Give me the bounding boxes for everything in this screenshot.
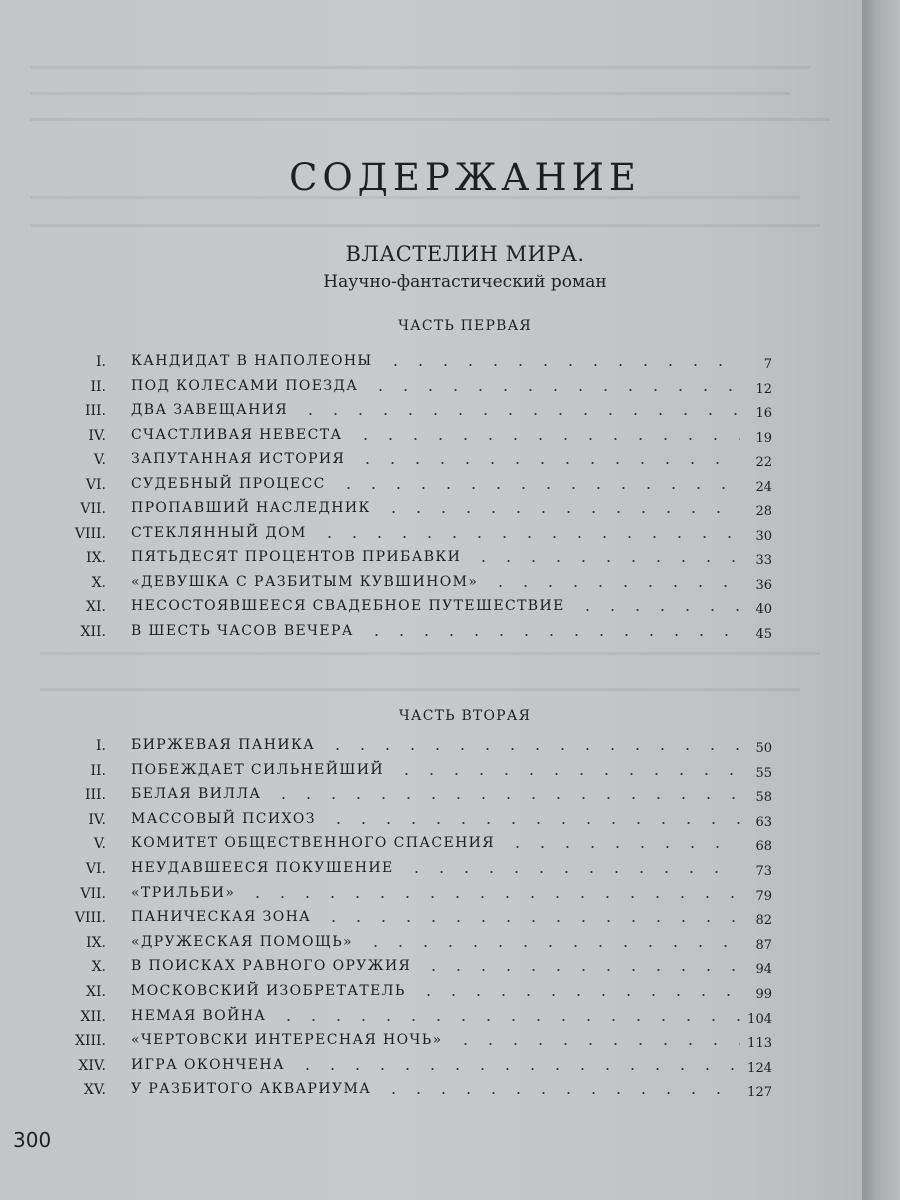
chapter-title: ПОД КОЛЕСАМИ ПОЕЗДА [131,377,359,394]
chapter-number: IX. [86,550,106,566]
chapter-number: VII. [80,885,106,902]
chapter-title: СЧАСТЛИВАЯ НЕВЕСТА [131,426,343,443]
dot-leader [353,438,740,440]
chapter-number: XII. [80,623,106,640]
toc-entry [0,426,862,448]
dot-leader [505,846,740,848]
chapter-number: XIII. [74,1033,106,1050]
dot-leader [321,920,740,922]
dot-leader [245,896,740,898]
chapter-number: X. [91,959,106,976]
toc-entry [0,1080,862,1102]
toc-entry [0,1007,862,1029]
dot-leader [381,1092,740,1094]
chapter-title: СУДЕБНЫЙ ПРОЦЕСС [131,475,326,492]
dot-leader [295,1068,740,1070]
toc-entry [0,1031,862,1053]
toc-entry [0,499,862,521]
chapter-title: КАНДИДАТ В НАПОЛЕОНЫ [131,353,373,369]
chapter-page: 58 [755,790,772,806]
toc-entry [0,352,862,374]
chapter-page: 113 [747,1036,772,1052]
chapter-number: XII. [80,1008,106,1025]
chapter-number: VI. [85,476,106,493]
chapter-page: 124 [747,1060,772,1076]
chapter-title: ПРОПАВШИЙ НАСЛЕДНИК [131,500,371,516]
chapter-title: ЗАПУТАННАЯ ИСТОРИЯ [131,451,346,467]
toc-entry [0,597,862,619]
chapter-page: 127 [747,1085,772,1101]
chapter-number: VIII. [74,910,106,927]
chapter-page: 22 [755,455,772,470]
toc-entry [0,859,862,881]
chapter-page: 82 [755,913,772,929]
chapter-page: 45 [755,626,772,642]
chapter-number: I. [96,738,106,754]
toc-entry [0,736,862,758]
toc-entry [0,622,862,644]
chapter-title: НЕУДАВШЕЕСЯ ПОКУШЕНИЕ [131,860,394,876]
chapter-page: 99 [755,987,772,1002]
dot-leader [317,536,740,538]
chapter-number: XI. [86,599,106,615]
chapter-title: БЕЛАЯ ВИЛЛА [131,786,262,803]
chapter-page: 104 [747,1011,772,1027]
toc-entry [0,957,862,979]
dot-leader [575,609,740,611]
chapter-title: ИГРА ОКОНЧЕНА [131,1056,286,1073]
page-number: 300 [13,1128,52,1152]
chapter-page: 87 [755,937,772,953]
chapter-number: VI. [85,861,106,877]
toc-entry [0,401,862,423]
chapter-number: V. [93,836,106,853]
chapter-number: III. [84,403,106,419]
dot-leader [276,1019,740,1021]
dot-leader [355,462,740,464]
chapter-number: XV. [83,1082,106,1099]
dot-leader [416,994,740,996]
toc-entry [0,524,862,546]
chapter-title: «ДЕВУШКА С РАЗБИТЫМ КУВШИНОМ» [131,573,479,590]
work-title: ВЛАСТЕЛИН МИРА. [345,242,585,266]
chapter-title: У РАЗБИТОГО АКВАРИУМА [131,1081,372,1098]
toc-entry [0,884,862,906]
chapter-page: 40 [755,602,772,617]
toc-entry [0,982,862,1004]
chapter-page: 36 [755,577,772,593]
chapter-title: ДВА ЗАВЕЩАНИЯ [131,402,289,418]
toc-entry [0,908,862,930]
dot-leader [383,364,740,366]
chapter-title: СТЕКЛЯННЫЙ ДОМ [131,524,307,541]
chapter-page: 33 [755,553,772,568]
dot-leader [325,748,740,750]
chapter-page: 16 [755,406,772,421]
chapter-page: 7 [763,357,772,372]
chapter-number: III. [84,787,106,804]
chapter-page: 73 [755,864,772,879]
chapter-number: VII. [80,501,106,517]
chapter-page: 55 [755,765,772,781]
page-title: СОДЕРЖАНИЕ [289,156,641,199]
chapter-number: XIV. [78,1057,106,1074]
chapter-page: 30 [755,528,772,544]
dot-leader [298,413,740,415]
chapter-page: 79 [755,888,772,904]
chapter-page: 24 [755,479,772,495]
dot-leader [381,511,740,513]
toc-entry [0,573,862,595]
chapter-page: 28 [755,504,772,519]
dot-leader [363,945,740,947]
chapter-number: VIII. [74,525,106,542]
dot-leader [453,1043,740,1045]
dot-leader [421,969,740,971]
chapter-number: II. [90,378,106,395]
chapter-page: 68 [755,839,772,855]
chapter-title: ПАНИЧЕСКАЯ ЗОНА [131,909,312,926]
chapter-title: НЕСОСТОЯВШЕЕСЯ СВАДЕБНОЕ ПУТЕШЕСТВИЕ [131,598,565,614]
toc-entry [0,933,862,955]
chapter-number: II. [90,762,106,779]
chapter-page: 63 [755,814,772,830]
toc-entry [0,377,862,399]
chapter-page: 19 [755,430,772,446]
toc-entry [0,761,862,783]
chapter-number: X. [91,574,106,591]
toc-entry [0,475,862,497]
chapter-page: 50 [755,741,772,756]
work-genre: Научно-фантастический роман [323,272,607,292]
chapter-title: «ДРУЖЕСКАЯ ПОМОЩЬ» [131,933,354,950]
chapter-title: В ПОИСКАХ РАВНОГО ОРУЖИЯ [131,958,412,975]
chapter-title: В ШЕСТЬ ЧАСОВ ВЕЧЕРА [131,622,354,639]
dot-leader [336,487,740,489]
chapter-page: 12 [755,381,772,397]
toc-entry [0,1056,862,1078]
dot-leader [404,871,740,873]
dot-leader [471,560,740,562]
chapter-title: МОСКОВСКИЙ ИЗОБРЕТАТЕЛЬ [131,983,406,999]
chapter-title: БИРЖЕВАЯ ПАНИКА [131,737,316,753]
toc-entry [0,785,862,807]
chapter-number: IV. [88,427,106,444]
chapter-number: IX. [86,934,106,951]
dot-leader [394,773,740,775]
part-heading: ЧАСТЬ ПЕРВАЯ [398,318,532,334]
dot-leader [364,634,740,636]
chapter-title: «ЧЕРТОВСКИ ИНТЕРЕСНАЯ НОЧЬ» [131,1032,443,1049]
chapter-title: КОМИТЕТ ОБЩЕСТВЕННОГО СПАСЕНИЯ [131,835,495,852]
chapter-title: МАССОВЫЙ ПСИХОЗ [131,810,316,827]
chapter-title: ПОБЕЖДАЕТ СИЛЬНЕЙШИЙ [131,761,384,778]
dot-leader [488,585,740,587]
toc-entry [0,834,862,856]
dot-leader [271,797,740,799]
chapter-number: XI. [86,984,106,1000]
chapter-title: ПЯТЬДЕСЯТ ПРОЦЕНТОВ ПРИБАВКИ [131,549,462,565]
chapter-number: V. [93,452,106,468]
chapter-number: IV. [88,811,106,828]
chapter-title: «ТРИЛЬБИ» [131,884,236,901]
chapter-page: 94 [755,962,772,978]
dot-leader [326,822,740,824]
dot-leader [368,389,740,391]
part-heading: ЧАСТЬ ВТОРАЯ [398,708,532,724]
toc-entry [0,810,862,832]
toc-entry [0,548,862,570]
chapter-title: НЕМАЯ ВОЙНА [131,1007,267,1024]
chapter-number: I. [96,354,106,370]
toc-entry [0,450,862,472]
